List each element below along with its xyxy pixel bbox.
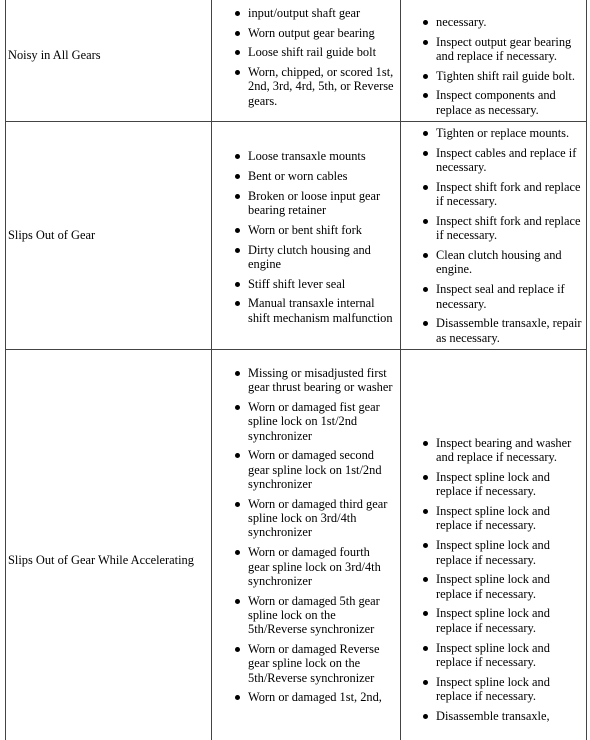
list-item: Inspect cables and replace if necessary.	[436, 146, 584, 175]
list-item: Worn or damaged fist gear spline lock on 1st/2nd synchronizer	[248, 400, 394, 443]
condition-cell: Noisy in All Gears	[6, 0, 212, 122]
list-item: Disassemble transaxle, repair as necessary.	[436, 316, 584, 345]
diagnosis-table	[5, 0, 587, 740]
list-item: Broken or loose input gear bearing retainer	[248, 189, 394, 218]
list-item: Inspect spline lock and replace if necessary.	[436, 504, 584, 533]
list-item: Inspect spline lock and replace if necessary.	[436, 538, 584, 567]
causes-cell	[212, 0, 401, 122]
list-item: Inspect spline lock and replace if necessary.	[436, 572, 584, 601]
list-item: Inspect spline lock and replace if necessary.	[436, 641, 584, 670]
list-item: Worn output gear bearing	[248, 26, 394, 40]
corrections-cell	[401, 350, 587, 740]
list-item: Inspect spline lock and replace if necessary.	[436, 675, 584, 704]
list-item: Inspect shift fork and replace if necessary.	[436, 180, 584, 209]
causes-cell	[212, 122, 401, 350]
list-item: Worn or damaged fourth gear spline lock on 3rd/4th synchronizer	[248, 545, 394, 588]
list-item: Worn or damaged Reverse gear spline lock on the 5th/Reverse synchronizer	[248, 642, 394, 685]
list-item: Inspect components and replace as necessary.	[436, 88, 584, 117]
list-item: Worn, chipped, or scored 1st, 2nd, 3rd, 4rd, 5th, or Reverse gears.	[248, 65, 394, 108]
list-item: Loose transaxle mounts	[248, 149, 394, 163]
list-item: Manual transaxle internal shift mechanism malfunction	[248, 296, 393, 325]
causes-list	[212, 146, 394, 325]
corrections-cell	[401, 0, 587, 122]
list-item: Worn or bent shift fork	[248, 223, 394, 237]
list-item: Worn or damaged 5th gear spline lock on the 5th/Reverse synchronizer	[248, 594, 394, 637]
list-item: Bent or worn cables	[248, 169, 394, 183]
table-row	[6, 0, 587, 122]
list-item: Tighten or replace mounts.	[436, 126, 584, 140]
list-item: Inspect spline lock and replace if necessary.	[436, 470, 584, 499]
list-item: necessary.	[436, 15, 584, 29]
table-row	[6, 350, 587, 740]
list-item: Inspect spline lock and replace if necessary.	[436, 606, 584, 635]
list-item: Inspect output gear bearing and replace if necessary.	[436, 35, 584, 64]
list-item: Worn or damaged 1st, 2nd,	[248, 690, 394, 704]
list-item: Worn or damaged second gear spline lock on 1st/2nd synchronizer	[248, 448, 394, 491]
causes-list	[212, 350, 394, 705]
list-item: Tighten shift rail guide bolt.	[436, 69, 584, 83]
table-row	[6, 122, 587, 350]
condition-cell: Slips Out of Gear	[6, 122, 212, 350]
causes-list	[212, 6, 394, 121]
causes-cell	[212, 350, 401, 740]
list-item: Worn or damaged third gear spline lock on 3rd/4th synchronizer	[248, 497, 394, 540]
list-item: input/output shaft gear	[248, 6, 394, 20]
corrections-list	[401, 350, 584, 723]
list-item: Dirty clutch housing and engine	[248, 243, 394, 272]
condition-cell: Slips Out of Gear While Accelerating	[6, 350, 212, 740]
list-item: Disassemble transaxle,	[436, 709, 584, 723]
list-item: Loose shift rail guide bolt	[248, 45, 394, 59]
corrections-list	[401, 15, 584, 121]
corrections-cell	[401, 122, 587, 350]
list-item: Inspect seal and replace if necessary.	[436, 282, 584, 311]
list-item: Clean clutch housing and engine.	[436, 248, 584, 277]
list-item: Missing or misadjusted first gear thrust bearing or washer	[248, 366, 393, 395]
corrections-list	[401, 126, 584, 345]
list-item: Inspect shift fork and replace if necessary.	[436, 214, 584, 243]
list-item: Inspect bearing and washer and replace if necessary.	[436, 436, 584, 465]
list-item: Stiff shift lever seal	[248, 277, 394, 291]
